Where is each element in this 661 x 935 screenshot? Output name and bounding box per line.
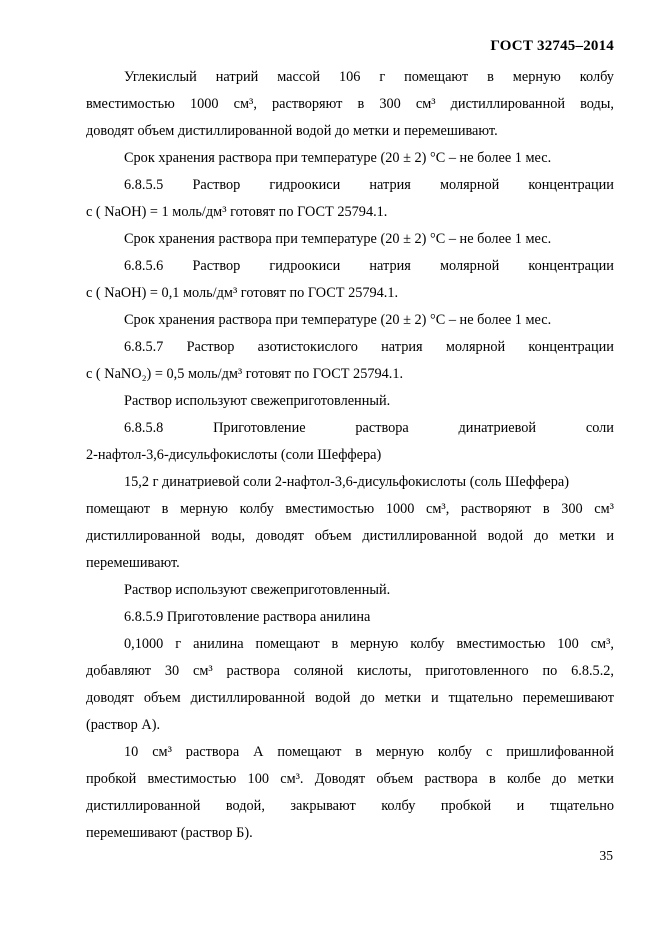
word: см³ [594,501,614,517]
text-line [86,253,614,280]
word: см³, [590,636,614,652]
word: молярной [445,339,506,355]
word: Раствор [186,339,235,355]
text-line: Срок хранения раствора при температуре (20 ± 2) °С – не более 1 мес. [124,312,552,328]
word: метки [577,771,614,787]
word: метки [559,528,596,544]
word: в [489,771,496,787]
word: водой [315,690,351,706]
word: 300 [379,96,401,112]
word: в [542,501,550,517]
word: доводят [255,528,304,544]
word: помещают [255,636,320,652]
word: раствора [185,744,240,760]
word: раствора [226,663,280,679]
word: раствора [355,420,409,436]
word: в [331,636,339,652]
text-line: доводят объем дистиллированной водой до метки и перемешивают. [86,123,498,139]
word: Доводят [314,771,366,787]
word: колбу [381,798,416,814]
word: анилина [193,636,244,652]
word: дистиллированной [190,690,306,706]
text-line: перемешивают. [86,555,180,571]
word: натрия [381,339,423,355]
word: в [355,744,363,760]
word: Углекислый [124,69,197,85]
word: г [175,636,182,652]
word: вместимостью [86,96,175,112]
word: 100 [557,636,579,652]
word: помещают [277,744,342,760]
word: 300 [561,501,583,517]
word: вместимостью [147,771,237,787]
word: молярной [439,258,500,274]
word: 106 [338,69,361,85]
word: вместимостью [285,501,375,517]
word: молярной [439,177,500,193]
text-line [86,334,614,361]
text-line [86,496,614,523]
word: соли [585,420,614,436]
text-line: 15,2 г динатриевой соли 2-нафтол-3,6-дисульфокислоты (соль Шеффера) [124,474,569,490]
word: см³ [415,96,436,112]
word: помещают [404,69,469,85]
text-line: Раствор используют свежеприготовленный. [124,582,391,598]
text-line [86,631,614,658]
word: колбу [437,744,473,760]
word: натрия [369,177,411,193]
word: натрий [215,69,259,85]
word: вместимостью [456,636,546,652]
word: 6.8.5.6 [124,258,164,274]
document-header: ГОСТ 32745–2014 [490,38,614,54]
text-line [86,64,614,91]
word: см³, [233,96,257,112]
text-line: c ( NaOH) = 0,1 моль/дм³ готовят по ГОСТ 25794.1. [86,285,399,301]
word: Раствор [192,258,241,274]
text-line: (раствор А). [86,717,161,733]
word: гидроокиси [269,258,341,274]
word: натрия [369,258,411,274]
word: 6.8.5.5 [124,177,164,193]
word: 1000 [189,96,219,112]
word: до [360,690,375,706]
word: объем [376,771,414,787]
word: и [606,528,614,544]
word: пришлифованной [506,744,614,760]
word: колбу [239,501,274,517]
word: воды, [580,96,614,112]
word: 0,1000 [124,636,164,652]
text-line: c ( NaOH) = 1 моль/дм³ готовят по ГОСТ 25794.1. [86,204,388,220]
text-line [86,658,614,685]
word: концентрации [528,258,614,274]
text-line [86,793,614,820]
word: тщательно [549,798,614,814]
word: соляной [293,663,344,679]
text-line: перемешивают (раствор Б). [86,825,253,841]
word: дистиллированной [450,96,566,112]
word: мерную [350,636,399,652]
word: до [551,771,567,787]
text-line [86,172,614,199]
text-line [86,739,614,766]
word: водой, [225,798,265,814]
word: Раствор [192,177,241,193]
text-line: Срок хранения раствора при температуре (20 ± 2) °С – не более 1 мес. [124,231,552,247]
word: в [357,96,365,112]
word: 100 [247,771,269,787]
word: добавляют [86,663,152,679]
word: см³ [193,663,213,679]
word: 10 [124,744,139,760]
word: 6.8.5.7 [124,339,164,355]
word: см³, [426,501,450,517]
word: колбу [410,636,445,652]
text-line [86,91,614,118]
word: 1000 [385,501,415,517]
word: и [430,690,439,706]
word: воды, [211,528,246,544]
word: растворяют [460,501,532,517]
text-line [86,685,614,712]
word: метки [384,690,422,706]
word: Приготовление [213,420,306,436]
word: колбе [506,771,541,787]
word: и [516,798,525,814]
text-line: Срок хранения раствора при температуре (20 ± 2) °С – не более 1 мес. [124,150,552,166]
text-line: Раствор используют свежеприготовленный. [124,393,391,409]
word: перемешивают [522,690,614,706]
word: мерную [375,744,424,760]
word: дистиллированной [86,798,201,814]
word: пробкой [86,771,137,787]
word: с [485,744,493,760]
word: в [487,69,494,85]
document-body [86,64,614,847]
word: массой [277,69,320,85]
word: мерную [179,501,228,517]
text-line [86,415,614,442]
word: приготовленного [425,663,529,679]
word: 30 [164,663,180,679]
word: мерную [512,69,561,85]
word: тщательно [448,690,513,706]
word: в [161,501,169,517]
word: дистиллированной [362,528,477,544]
word: объем [314,528,352,544]
word: до [533,528,549,544]
word: концентрации [528,177,614,193]
text-line [86,766,614,793]
word: водой [487,528,524,544]
word: доводят [86,690,134,706]
page-number: 35 [599,848,613,863]
word: дистиллированной [86,528,201,544]
word: см³. [280,771,304,787]
word: г [379,69,386,85]
word: растворяют [272,96,343,112]
word: см³ [152,744,172,760]
text-line: c ( NaNO₂) = 0,5 моль/дм³ готовят по ГОСТ 25794.1. [86,366,404,382]
word: 6.8.5.8 [124,420,164,436]
word: динатриевой [458,420,537,436]
word: азотистокислого [257,339,358,355]
word: раствора [424,771,478,787]
word: кислоты, [357,663,412,679]
text-line: 2-нафтол-3,6-дисульфокислоты (соли Шеффера) [86,447,382,463]
word: пробкой [440,798,492,814]
word: по [542,663,558,679]
text-line: 6.8.5.9 Приготовление раствора анилина [124,609,371,625]
word: гидроокиси [269,177,341,193]
word: объем [143,690,181,706]
word: помещают [86,501,151,517]
word: А [253,744,264,760]
word: закрывают [290,798,356,814]
text-line [86,523,614,550]
word: концентрации [528,339,614,355]
word: 6.8.5.2, [571,663,614,679]
word: колбу [579,69,614,85]
